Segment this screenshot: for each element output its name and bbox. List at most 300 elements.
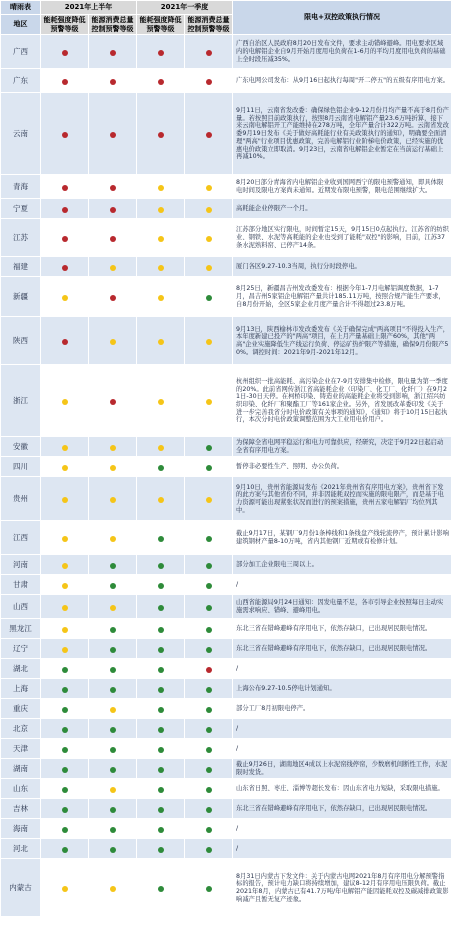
- warning-dot-red: [110, 399, 116, 405]
- policy-text-cell: 截止9月26日，湖南地区4成以上水泥窑线停窑，少数磨机间断性工作，水泥限时发货。: [233, 759, 451, 779]
- q1-intensity-level-cell: [137, 457, 185, 477]
- policy-text-cell: 9月10日，贵州省能源局发布《2021年贵州省有序用电方案》，贵州省下发的此方案与其他省份不同，并非因能耗双控而实施的限电限产，而是基于电力资源可能出现紧张状况而进行的预案措施，贵州五家电解铝厂均位列其中。: [233, 477, 451, 521]
- table-row: [1, 477, 451, 521]
- warning-dot-red: [206, 667, 212, 673]
- warning-dot-yellow: [206, 185, 212, 191]
- warning-dot-green: [158, 727, 164, 733]
- region-cell: 河南: [1, 555, 41, 575]
- table-row: [1, 799, 451, 819]
- warning-dot-yellow: [110, 339, 116, 345]
- h1-total-level-cell: [89, 739, 137, 759]
- warning-dot-green: [158, 787, 164, 793]
- q1-intensity-level-cell: [137, 277, 185, 317]
- region-header-bottom: 地区: [1, 15, 41, 35]
- warning-dot-red: [158, 132, 164, 138]
- h1-total-level-cell: [89, 257, 137, 277]
- q1-total-level-cell: [185, 93, 233, 175]
- region-cell: 江西: [1, 521, 41, 555]
- q1-total-level-cell: [185, 619, 233, 639]
- q1-total-level-cell: [185, 779, 233, 799]
- h1-intensity-level-cell: [41, 199, 89, 219]
- h1-intensity-level-cell: [41, 365, 89, 437]
- policy-text-cell: 高耗能企业停限产一个月。: [233, 199, 451, 219]
- warning-dot-yellow: [206, 207, 212, 213]
- warning-dot-red: [62, 236, 68, 242]
- region-cell: 海南: [1, 819, 41, 839]
- warning-dot-green: [206, 445, 212, 451]
- policy-text-cell: 东北三省在错峰避峰有序用电下，依然存缺口，已出现居民限电情况。: [233, 619, 451, 639]
- table-row: [1, 35, 451, 69]
- q1-total-level-cell: [185, 35, 233, 69]
- table-row: [1, 659, 451, 679]
- q1-intensity-level-cell: [137, 219, 185, 257]
- policy-text-cell: 为保障全省电网平稳运行和电力可靠供应，经研究，决定于9月22日起启动全省有序用电方案。: [233, 437, 451, 457]
- warning-dot-green: [206, 605, 212, 611]
- q1-intensity-level-cell: [137, 619, 185, 639]
- q1-total-level-cell: [185, 859, 233, 917]
- policy-text-cell: 广西自治区人民政府8月20日发布文件，要求主动错峰避峰。用电要求区域内的电解铝企业自9月开始月度用电负荷在1-6月的平均月度用电负荷的基础上全时段压减35%。: [233, 35, 451, 69]
- region-cell: 青海: [1, 175, 41, 199]
- warning-dot-green: [158, 747, 164, 753]
- q1-total-level-cell: [185, 575, 233, 595]
- policy-text-cell: 8月31日内蒙古下发文件：关于内蒙古电网2021年8月有序用电分解预警指标的报告，预计电力缺口将持续增加，建议8-12月有序用电压限负荷。截止2021年8月，内蒙古已有41.7万吨/年电解铝产能因能耗双控及碳减排政策影响减产且暂无复产迹象。: [233, 859, 451, 917]
- h1-total-level-cell: [89, 219, 137, 257]
- table-row: [1, 839, 451, 859]
- h1-total-level-cell: [89, 317, 137, 365]
- h1-intensity-level-cell: [41, 277, 89, 317]
- warning-dot-red: [158, 50, 164, 56]
- warning-dot-yellow: [158, 265, 164, 271]
- warning-dot-yellow: [110, 445, 116, 451]
- q1-period-header: 2021年一季度: [137, 1, 233, 15]
- q1-intensity-level-cell: [137, 859, 185, 917]
- warning-dot-green: [62, 847, 68, 853]
- warning-dot-green: [110, 747, 116, 753]
- h1-total-level-cell: [89, 595, 137, 619]
- q1-intensity-level-cell: [137, 819, 185, 839]
- q1-intensity-header: 能耗强度降低预警等级: [137, 15, 185, 35]
- q1-total-level-cell: [185, 199, 233, 219]
- policy-text-cell: 山东省日照、枣庄、淄博等超长发布：因山东省电力短缺，采取限电措施。: [233, 779, 451, 799]
- warning-dot-green: [158, 627, 164, 633]
- q1-total-level-cell: [185, 317, 233, 365]
- q1-total-level-cell: [185, 819, 233, 839]
- table-row: [1, 819, 451, 839]
- q1-intensity-level-cell: [137, 175, 185, 199]
- warning-dot-green: [110, 767, 116, 773]
- warning-dot-green: [62, 807, 68, 813]
- table-row: [1, 521, 451, 555]
- table-row: [1, 759, 451, 779]
- warning-dot-yellow: [206, 265, 212, 271]
- warning-dot-yellow: [158, 339, 164, 345]
- h1-total-level-cell: [89, 719, 137, 739]
- warning-dot-green: [206, 563, 212, 569]
- warning-dot-green: [206, 847, 212, 853]
- warning-dot-yellow: [62, 563, 68, 569]
- warning-dot-green: [158, 707, 164, 713]
- warning-dot-yellow: [206, 236, 212, 242]
- q1-total-level-cell: [185, 175, 233, 199]
- h1-total-level-cell: [89, 859, 137, 917]
- warning-dot-yellow: [206, 399, 212, 405]
- h1-intensity-level-cell: [41, 555, 89, 575]
- q1-total-level-cell: [185, 799, 233, 819]
- region-cell: 北京: [1, 719, 41, 739]
- q1-total-level-cell: [185, 521, 233, 555]
- q1-intensity-level-cell: [137, 199, 185, 219]
- q1-total-level-cell: [185, 457, 233, 477]
- h1-total-level-cell: [89, 457, 137, 477]
- policy-text-cell: 截止9月17日，某钢厂9月份1条棒线和1条线盘产线轮流停产，预计累计影响建筑钢材产量8-10万吨，省内其他钢厂近期或有检修计划。: [233, 521, 451, 555]
- warning-dot-red: [110, 207, 116, 213]
- policy-text-cell: /: [233, 575, 451, 595]
- warning-dot-yellow: [62, 497, 68, 503]
- warning-dot-yellow: [62, 583, 68, 589]
- warning-dot-green: [206, 727, 212, 733]
- warning-dot-green: [158, 465, 164, 471]
- table-row: [1, 575, 451, 595]
- warning-dot-green: [62, 667, 68, 673]
- h1-total-level-cell: [89, 365, 137, 437]
- table-row: [1, 619, 451, 639]
- table-row: [1, 739, 451, 759]
- warning-dot-green: [158, 827, 164, 833]
- region-cell: 天津: [1, 739, 41, 759]
- h1-total-level-cell: [89, 555, 137, 575]
- warning-dot-green: [206, 827, 212, 833]
- h1-total-level-cell: [89, 477, 137, 521]
- q1-total-level-cell: [185, 839, 233, 859]
- warning-dot-red: [110, 236, 116, 242]
- warning-dot-yellow: [110, 886, 116, 892]
- h1-intensity-level-cell: [41, 799, 89, 819]
- policy-text-cell: /: [233, 739, 451, 759]
- warning-dot-green: [158, 667, 164, 673]
- h1-intensity-level-cell: [41, 595, 89, 619]
- h1-intensity-header: 能耗强度降低预警等级: [41, 15, 89, 35]
- warning-dot-yellow: [158, 236, 164, 242]
- q1-intensity-level-cell: [137, 317, 185, 365]
- warning-dot-yellow: [158, 445, 164, 451]
- warning-dot-green: [62, 727, 68, 733]
- warning-dot-green: [206, 536, 212, 542]
- warning-dot-yellow: [158, 399, 164, 405]
- warning-dot-yellow: [62, 605, 68, 611]
- warning-dot-red: [62, 50, 68, 56]
- h1-intensity-level-cell: [41, 219, 89, 257]
- h1-intensity-level-cell: [41, 93, 89, 175]
- region-cell: 广东: [1, 69, 41, 93]
- h1-total-level-cell: [89, 93, 137, 175]
- policy-text-cell: 8月20日部分青海省内电解铝企业收到国网西宁的限电预警通知，即具体限电时间及限电方案尚未通知。近期发布限电预警，限电范围继续扩大。: [233, 175, 451, 199]
- region-header-top: 晴雨表: [1, 1, 41, 15]
- policy-text-cell: /: [233, 819, 451, 839]
- warning-dot-green: [110, 563, 116, 569]
- q1-intensity-level-cell: [137, 699, 185, 719]
- policy-text-cell: 东北三省在错峰避峰有序用电下，依然存缺口，已出现居民限电情况。: [233, 799, 451, 819]
- policy-text-cell: /: [233, 839, 451, 859]
- warning-dot-yellow: [110, 605, 116, 611]
- region-cell: 新疆: [1, 277, 41, 317]
- warning-dot-green: [158, 767, 164, 773]
- policy-text-cell: 东北三省在错峰避峰有序用电下，依然存缺口，已出现居民限电情况。: [233, 639, 451, 659]
- h1-intensity-level-cell: [41, 739, 89, 759]
- policy-text-cell: 部分工厂8月初限电停产。: [233, 699, 451, 719]
- warning-dot-green: [62, 767, 68, 773]
- h1-total-level-cell: [89, 521, 137, 555]
- q1-intensity-level-cell: [137, 799, 185, 819]
- q1-total-level-cell: [185, 477, 233, 521]
- warning-dot-green: [62, 747, 68, 753]
- q1-intensity-level-cell: [137, 365, 185, 437]
- warning-dot-yellow: [62, 295, 68, 301]
- warning-dot-green: [206, 707, 212, 713]
- q1-total-level-cell: [185, 555, 233, 575]
- warning-dot-green: [206, 767, 212, 773]
- q1-intensity-level-cell: [137, 437, 185, 457]
- h1-intensity-level-cell: [41, 839, 89, 859]
- table-row: [1, 859, 451, 917]
- q1-total-level-cell: [185, 719, 233, 739]
- warning-dot-green: [158, 536, 164, 542]
- region-cell: 江苏: [1, 219, 41, 257]
- policy-text-cell: 上海公布9.27-10.5停电计划通知。: [233, 679, 451, 699]
- region-cell: 河北: [1, 839, 41, 859]
- q1-intensity-level-cell: [137, 779, 185, 799]
- policy-text-cell: 杭州组织一批高能耗、高污染企业在7-9月安排集中检修，限电量为第一季度的20%。此前省网传浙江省高能耗企业（印染厂、化工厂、化纤厂）在9月21日-30日天停。在柯桥印染、铸造业的高能耗企业将受到影响，浙江绍兴纺织印染、化纤厂和聚酯工厂等161家企业。另外，省发展改革委印发《关于进一步完善我省分时电价政策有关事项的通知》，《通知》将于10月15日起执行，本次分时电价政策调整范围为大工业用电价用户。: [233, 365, 451, 437]
- q1-total-level-cell: [185, 437, 233, 457]
- table-row: [1, 699, 451, 719]
- h1-intensity-level-cell: [41, 437, 89, 457]
- warning-dot-green: [206, 647, 212, 653]
- warning-dot-green: [158, 687, 164, 693]
- warning-dot-yellow: [110, 465, 116, 471]
- q1-intensity-level-cell: [137, 93, 185, 175]
- warning-dot-yellow: [62, 445, 68, 451]
- q1-total-level-cell: [185, 595, 233, 619]
- table-row: [1, 317, 451, 365]
- region-cell: 广西: [1, 35, 41, 69]
- h1-intensity-level-cell: [41, 819, 89, 839]
- policy-text-cell: 8月25日，新疆昌吉州发改委发布：根据今年1-7月电解铝调度数据，1-7月，昌吉州5家铝企电解铝产量共计185.11万吨，按照合规产能生产要求，自8月份开始，全区5家企业月度产量合计不得超过23.8万吨。: [233, 277, 451, 317]
- policy-text-cell: 山西省能源局9月24日通知：因发电量不足，各市引导企业按照每日主动实施需求响应、错峰、避峰用电。: [233, 595, 451, 619]
- h1-total-header: 能源消费总量控制预警等级: [89, 15, 137, 35]
- h1-total-level-cell: [89, 35, 137, 69]
- q1-intensity-level-cell: [137, 257, 185, 277]
- h1-intensity-level-cell: [41, 457, 89, 477]
- q1-intensity-level-cell: [137, 35, 185, 69]
- warning-dot-red: [110, 185, 116, 191]
- q1-intensity-level-cell: [137, 595, 185, 619]
- warning-dot-green: [110, 727, 116, 733]
- warning-dot-green: [62, 787, 68, 793]
- q1-total-level-cell: [185, 219, 233, 257]
- warning-dot-yellow: [110, 707, 116, 713]
- region-cell: 湖北: [1, 659, 41, 679]
- policy-header: 限电+双控政策执行情况: [233, 1, 451, 35]
- h1-intensity-level-cell: [41, 659, 89, 679]
- warning-dot-green: [62, 687, 68, 693]
- warning-dot-green: [110, 667, 116, 673]
- warning-dot-red: [62, 265, 68, 271]
- warning-dot-red: [110, 79, 116, 85]
- warning-dot-red: [62, 79, 68, 85]
- warning-dot-yellow: [206, 497, 212, 503]
- q1-total-level-cell: [185, 739, 233, 759]
- warning-dot-green: [110, 647, 116, 653]
- h1-total-level-cell: [89, 659, 137, 679]
- h1-total-level-cell: [89, 779, 137, 799]
- policy-text-cell: 广东电网公司发布：从9月16日起执行每周"开二停五"的五级有序用电方案。: [233, 69, 451, 93]
- policy-text-cell: 厦门各区9.27-10.3当周，执行分时段停电。: [233, 257, 451, 277]
- h1-intensity-level-cell: [41, 477, 89, 521]
- h1-intensity-level-cell: [41, 69, 89, 93]
- table-row: [1, 679, 451, 699]
- warning-dot-yellow: [110, 265, 116, 271]
- warning-dot-red: [206, 132, 212, 138]
- warning-dot-yellow: [62, 399, 68, 405]
- region-cell: 贵州: [1, 477, 41, 521]
- table-row: [1, 719, 451, 739]
- q1-intensity-level-cell: [137, 719, 185, 739]
- region-cell: 山东: [1, 779, 41, 799]
- region-cell: 湖南: [1, 759, 41, 779]
- warning-dot-yellow: [110, 787, 116, 793]
- h1-total-level-cell: [89, 175, 137, 199]
- q1-intensity-level-cell: [137, 521, 185, 555]
- warning-dot-green: [110, 807, 116, 813]
- region-cell: 甘肃: [1, 575, 41, 595]
- h1-total-level-cell: [89, 69, 137, 93]
- q1-intensity-level-cell: [137, 477, 185, 521]
- warning-dot-green: [206, 583, 212, 589]
- region-cell: 四川: [1, 457, 41, 477]
- h1-total-level-cell: [89, 819, 137, 839]
- table-row: [1, 365, 451, 437]
- warning-dot-yellow: [158, 497, 164, 503]
- warning-dot-yellow: [62, 627, 68, 633]
- h1-total-level-cell: [89, 759, 137, 779]
- h1-intensity-level-cell: [41, 779, 89, 799]
- q1-intensity-level-cell: [137, 679, 185, 699]
- table-body: [1, 35, 451, 917]
- warning-dot-green: [206, 807, 212, 813]
- warning-dot-red: [110, 132, 116, 138]
- h1-total-level-cell: [89, 639, 137, 659]
- warning-dot-green: [110, 827, 116, 833]
- warning-dot-yellow: [62, 647, 68, 653]
- warning-dot-green: [206, 886, 212, 892]
- region-cell: 内蒙古: [1, 859, 41, 917]
- warning-dot-green: [110, 847, 116, 853]
- warning-dot-yellow: [62, 886, 68, 892]
- region-cell: 山西: [1, 595, 41, 619]
- table-row: [1, 175, 451, 199]
- warning-dot-green: [158, 563, 164, 569]
- policy-text-cell: 9月11日，云南省发改委：确保绿色铝企业9-12月份月均产量不高于8月份产量。若按照目前政策执行，按照8月云南省电解铝产量23.6万吨折算，接下来云南电解铝开工产能维持在278万吨，全年产量合计322万吨。云南省发改委9月19日发布《关于做好高耗能行业有关政策执行的通知》，明确要全面清理"两高"行业项目优惠政策，完善电解铝行业阶梯电价政策，已经实施的优惠电价政策立即取消。9月23日，云南省电解铝企业暂定在当前运行基础上再减10%。: [233, 93, 451, 175]
- q1-total-level-cell: [185, 679, 233, 699]
- warning-dot-green: [206, 787, 212, 793]
- q1-intensity-level-cell: [137, 575, 185, 595]
- table-row: [1, 639, 451, 659]
- h1-total-level-cell: [89, 277, 137, 317]
- h1-total-level-cell: [89, 575, 137, 595]
- q1-total-level-cell: [185, 699, 233, 719]
- warning-dot-green: [158, 807, 164, 813]
- region-cell: 陕西: [1, 317, 41, 365]
- warning-dot-yellow: [110, 497, 116, 503]
- h1-intensity-level-cell: [41, 317, 89, 365]
- warning-dot-red: [206, 50, 212, 56]
- q1-total-header: 能源消费总量控制预警等级: [185, 15, 233, 35]
- h1-intensity-level-cell: [41, 679, 89, 699]
- table-row: [1, 779, 451, 799]
- warning-dot-green: [62, 707, 68, 713]
- warning-dot-green: [158, 847, 164, 853]
- q1-total-level-cell: [185, 365, 233, 437]
- h1-total-level-cell: [89, 679, 137, 699]
- q1-total-level-cell: [185, 257, 233, 277]
- table-row: [1, 219, 451, 257]
- policy-text-cell: 江苏部分地区实行限电，时间暂定15天，9月15日0点起执行。江苏省的纺织业、钢铁、水泥等高耗能的企业也受到了能耗"双控"的影响，目前，江苏37条水泥熟料窑、已停产14条。: [233, 219, 451, 257]
- h1-total-level-cell: [89, 699, 137, 719]
- policy-text-cell: 暂停非必要性生产、照明、办公负荷。: [233, 457, 451, 477]
- region-cell: 黑龙江: [1, 619, 41, 639]
- policy-text-cell: /: [233, 719, 451, 739]
- warning-dot-red: [62, 207, 68, 213]
- q1-intensity-level-cell: [137, 69, 185, 93]
- h1-period-header: 2021年上半年: [41, 1, 137, 15]
- warning-dot-yellow: [158, 185, 164, 191]
- warning-dot-green: [110, 687, 116, 693]
- warning-dot-green: [206, 295, 212, 301]
- warning-dot-green: [110, 583, 116, 589]
- q1-total-level-cell: [185, 659, 233, 679]
- q1-total-level-cell: [185, 759, 233, 779]
- header-row-top: [1, 1, 451, 15]
- region-cell: 安徽: [1, 437, 41, 457]
- warning-dot-green: [158, 647, 164, 653]
- q1-intensity-level-cell: [137, 839, 185, 859]
- warning-dot-green: [206, 747, 212, 753]
- warning-dot-red: [110, 295, 116, 301]
- warning-dot-red: [206, 79, 212, 85]
- h1-intensity-level-cell: [41, 257, 89, 277]
- warning-dot-yellow: [62, 536, 68, 542]
- table-row: [1, 277, 451, 317]
- warning-dot-green: [158, 605, 164, 611]
- h1-intensity-level-cell: [41, 639, 89, 659]
- q1-intensity-level-cell: [137, 639, 185, 659]
- policy-text-cell: 9月13日，陕西榆林市发改委发布《关于确保完成"两高项目"不得投入生产，本年度新建已投产的"两高"项目，在上月产量基础上限产60%，其他"两高"企业实施降低生产线运行负荷、停运矿热炉限产等措施，确保9月份限产50%。调控时间：2021年9月-2021年12月。: [233, 317, 451, 365]
- q1-intensity-level-cell: [137, 739, 185, 759]
- h1-intensity-level-cell: [41, 619, 89, 639]
- warning-dot-yellow: [62, 465, 68, 471]
- table-row: [1, 199, 451, 219]
- q1-total-level-cell: [185, 69, 233, 93]
- h1-intensity-level-cell: [41, 35, 89, 69]
- table-row: [1, 595, 451, 619]
- warning-dot-red: [158, 79, 164, 85]
- warning-dot-yellow: [158, 207, 164, 213]
- policy-text-cell: /: [233, 659, 451, 679]
- warning-dot-yellow: [110, 536, 116, 542]
- warning-dot-red: [62, 185, 68, 191]
- h1-total-level-cell: [89, 199, 137, 219]
- region-cell: 浙江: [1, 365, 41, 437]
- h1-intensity-level-cell: [41, 759, 89, 779]
